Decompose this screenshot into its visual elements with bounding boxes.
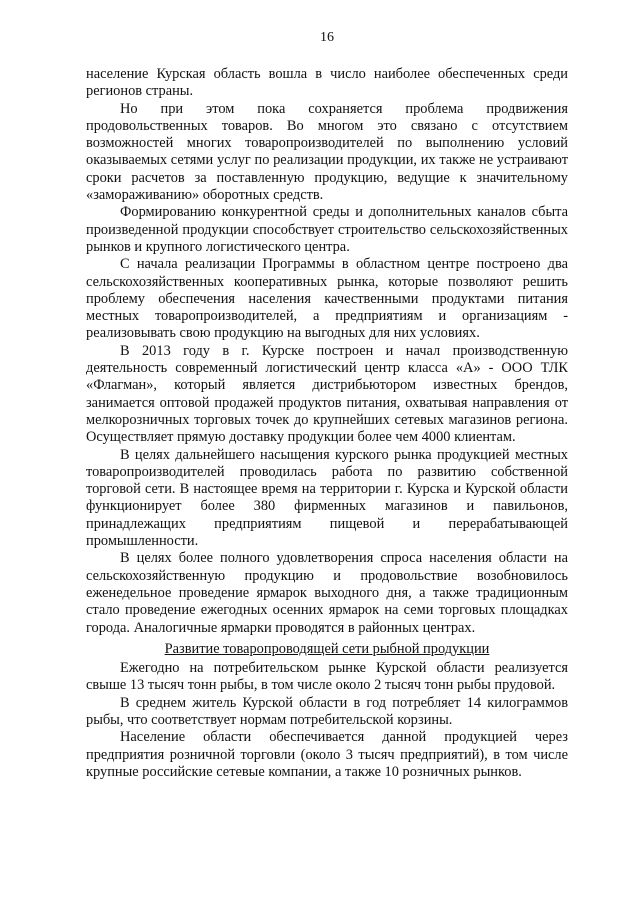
paragraph: Ежегодно на потребительском рынке Курской области реализуется свыше 13 тысяч тонн рыбы, в том числе около 2 тысяч тонн рыбы прудовой. [86,660,568,694]
paragraph: В целях более полного удовлетворения спроса населения области на сельскохозяйственную продукцию и продовольствие возобновилось еженедельное проведение ярмарок выходного дня, а также традиционным стало проведение ежегодных осенних ярмарок на семи торговых площадках города. Аналогичные ярмарки проводятся в районных центрах. [86,550,568,636]
paragraph: В 2013 году в г. Курске построен и начал производственную деятельность современный логистический центр класса «А» - ООО ТЛК «Флагман», который является дистрибьютором известных брендов, занимается оптовой продажей продуктов питания, охватывая направления от мелкорозничных торговых точек до крупнейших сетевых магазинов региона. Осуществляет прямую доставку продукции более чем 4000 клиентам. [86,342,568,446]
document-body [86,66,568,781]
paragraph: Население области обеспечивается данной продукцией через предприятия розничной торговли (около 3 тысяч предприятий), в том числе крупные российские сетевые компании, а также 10 розничных рынков. [86,729,568,780]
paragraph: Формированию конкурентной среды и дополнительных каналов сбыта произведенной продукции способствует строительство сельскохозяйственных рынков и крупного логистического центра. [86,204,568,255]
paragraph: В целях дальнейшего насыщения курского рынка продукцией местных товаропроизводителей проводилась работа по развитию собственной торговой сети. В настоящее время на территории г. Курска и Курской области функционирует более 380 фирменных магазинов и павильонов, принадлежащих предприятиям пищевой и перерабатывающей промышленности. [86,446,568,550]
section-heading [86,641,568,658]
section-heading-text: Развитие товаропроводящей сети рыбной продукции [164,640,490,657]
paragraph-continuation: население Курская область вошла в число наиболее обеспеченных среди регионов страны. [86,66,568,100]
paragraph: Но при этом пока сохраняется проблема продвижения продовольственных товаров. Во многом это связано с отсутствием возможностей многих товаропроизводителей по выполнению условий оказываемых сетями услуг по реализации продукции, их также не устраивают сроки расчетов за поставленную продукцию, ведущие к значительному «замораживанию» оборотных средств. [86,100,568,204]
paragraph: С начала реализации Программы в областном центре построено два сельскохозяйственных кооперативных рынка, которые позволяют решить проблему обеспечения населения качественными продуктами питания местных товаропроизводителей, а предприятиям и организациям - реализовывать свою продукцию на выгодных для них условиях. [86,256,568,342]
paragraph: В среднем житель Курской области в год потребляет 14 килограммов рыбы, что соответствует нормам потребительской корзины. [86,694,568,728]
page-number: 16 [320,30,334,45]
